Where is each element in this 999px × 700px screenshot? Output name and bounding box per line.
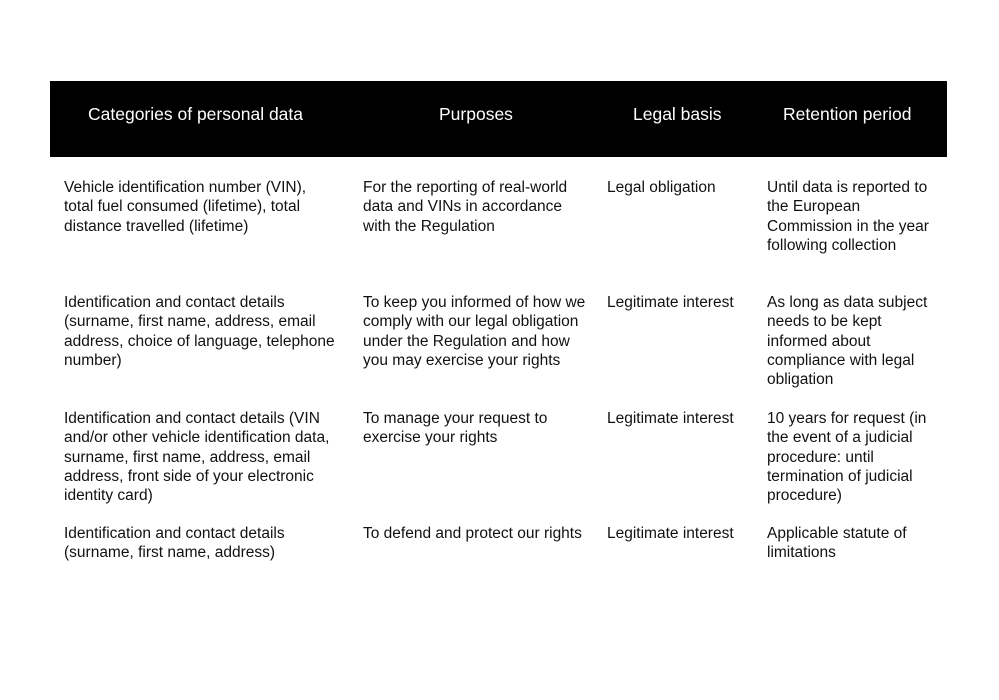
row-2-legal-basis: Legitimate interest xyxy=(607,294,734,311)
row-1-retention: Until data is reported to the European Commission in the year following collection xyxy=(767,179,929,254)
header-purposes: Purposes xyxy=(439,104,513,124)
header-legal-basis: Legal basis xyxy=(633,104,722,124)
row-1-purposes: For the reporting of real-world data and VINs in accordance with the Regulation xyxy=(363,179,568,235)
row-4-retention: Applicable statute of limitations xyxy=(767,525,907,562)
header-retention-period: Retention period xyxy=(783,104,912,124)
row-3-categories: Identification and contact details (VIN and/or other vehicle identification data, surname, first name, address, email address, front side of your electronic identity card) xyxy=(64,410,330,505)
row-2-retention: As long as data subject needs to be kept informed about compliance with legal obligation xyxy=(767,294,928,389)
row-2-purposes: To keep you informed of how we comply with our legal obligation under the Regulation and how you may exercise your rights xyxy=(363,294,586,369)
row-1-categories: Vehicle identification number (VIN), total fuel consumed (lifetime), total distance travelled (lifetime) xyxy=(64,179,307,235)
row-3-purposes: To manage your request to exercise your rights xyxy=(363,410,548,447)
row-4-purposes: To defend and protect our rights xyxy=(363,525,582,542)
row-3-retention: 10 years for request (in the event of a judicial procedure: until termination of judicial procedure) xyxy=(767,410,927,505)
table-header xyxy=(50,81,947,157)
row-4-legal-basis: Legitimate interest xyxy=(607,525,734,542)
row-4-categories: Identification and contact details (surname, first name, address) xyxy=(64,525,285,562)
row-2-categories: Identification and contact details (surname, first name, address, email address, choice of language, telephone number) xyxy=(64,294,335,369)
row-3-legal-basis: Legitimate interest xyxy=(607,410,734,427)
header-categories: Categories of personal data xyxy=(88,104,303,124)
row-1-legal-basis: Legal obligation xyxy=(607,179,716,196)
